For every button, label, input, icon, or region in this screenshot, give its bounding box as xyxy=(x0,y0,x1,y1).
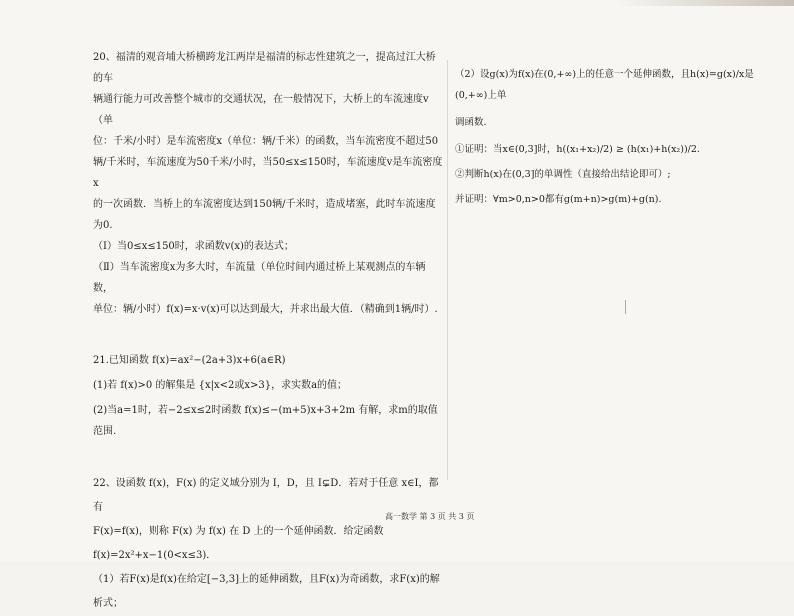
q22-part1: （1）若F(x)是f(x)在给定[−3,3]上的延伸函数，且F(x)为奇函数，求F(x)的解 xyxy=(93,574,440,585)
column-divider xyxy=(447,60,448,480)
q22-line: f(x)=2x²+x−1(0<x≤3)． xyxy=(93,550,217,561)
left-column xyxy=(93,47,443,616)
question-21 xyxy=(93,350,443,442)
q22-proof-1: ①证明：当x∈(0,3]时，h((x₁+x₂)/2) ≥ (h(x₁)+h(x₂))/2. xyxy=(455,144,700,155)
q20-part1: （Ⅰ）当0≤x≤150时，求函数v(x)的表达式； xyxy=(93,241,294,252)
q22-proof-2: ②判断h(x)在(0,3]的单调性（直接给出结论即可）; xyxy=(455,169,671,180)
q22-part2: （2）设g(x)为f(x)在(0,+∞)上的任意一个延伸函数，且h(x)=g(x)/x是(0,+∞)上单 xyxy=(455,69,754,101)
q22-part2: 调函数. xyxy=(455,117,487,128)
q20-line: 20、福清的观音埔大桥横跨龙江两岸是福清的标志性建筑之一，提高过江大桥的车 xyxy=(93,52,436,84)
page-footer: 高一数学 第 3 页 共 3 页 xyxy=(385,512,475,521)
question-20 xyxy=(93,47,443,320)
q20-part2: 单位：辆/小时）f(x)=x·v(x)可以达到最大，并求出最大值．（精确到1辆/时）. xyxy=(93,304,438,315)
q22-line: 22、设函数 f(x)，F(x) 的定义域分别为 I，D，且 I⊊D．若对于任意 x∈I，都有 xyxy=(93,478,439,513)
scan-mark xyxy=(625,300,626,314)
q22-line: F(x)=f(x)，则称 F(x) 为 f(x) 在 D 上的一个延伸函数．给定函数 xyxy=(93,526,384,537)
q20-line: 为0. xyxy=(93,220,113,231)
q20-line: 辆/千米时，车流速度为50千米/小时，当50≤x≤150时，车流速度v是车流密度x xyxy=(93,157,443,189)
scan-edge-shadow xyxy=(614,0,794,6)
q22-part1: 析式； xyxy=(93,598,123,609)
q20-part2: （Ⅱ）当车流密度x为多大时，车流量（单位时间内通过桥上某观测点的车辆数， xyxy=(93,262,426,294)
q21-part2: (2)当a=1时，若−2≤x≤2时函数 f(x)≤−(m+5)x+3+2m 有解，求m的取值范围. xyxy=(93,405,438,437)
q21-intro: 21.已知函数 f(x)=ax²−(2a+3)x+6(a∈R) xyxy=(93,355,286,366)
question-22 xyxy=(93,472,443,616)
q21-part1: (1)若 f(x)>0 的解集是 {x|x<2或x>3}，求实数a的值； xyxy=(93,380,348,391)
right-column xyxy=(455,64,755,210)
q22-proof-3: 并证明：∀m>0,n>0都有g(m+n)>g(m)+g(n). xyxy=(455,194,662,205)
q20-line: 辆通行能力可改善整个城市的交通状况，在一般情况下，大桥上的车流速度v（单 xyxy=(93,94,429,126)
q20-line: 的一次函数．当桥上的车流密度达到150辆/千米时，造成堵塞，此时车流速度 xyxy=(93,199,436,210)
q20-line: 位：千米/小时）是车流密度x（单位：辆/千米）的函数，当车流密度不超过50 xyxy=(93,136,439,147)
